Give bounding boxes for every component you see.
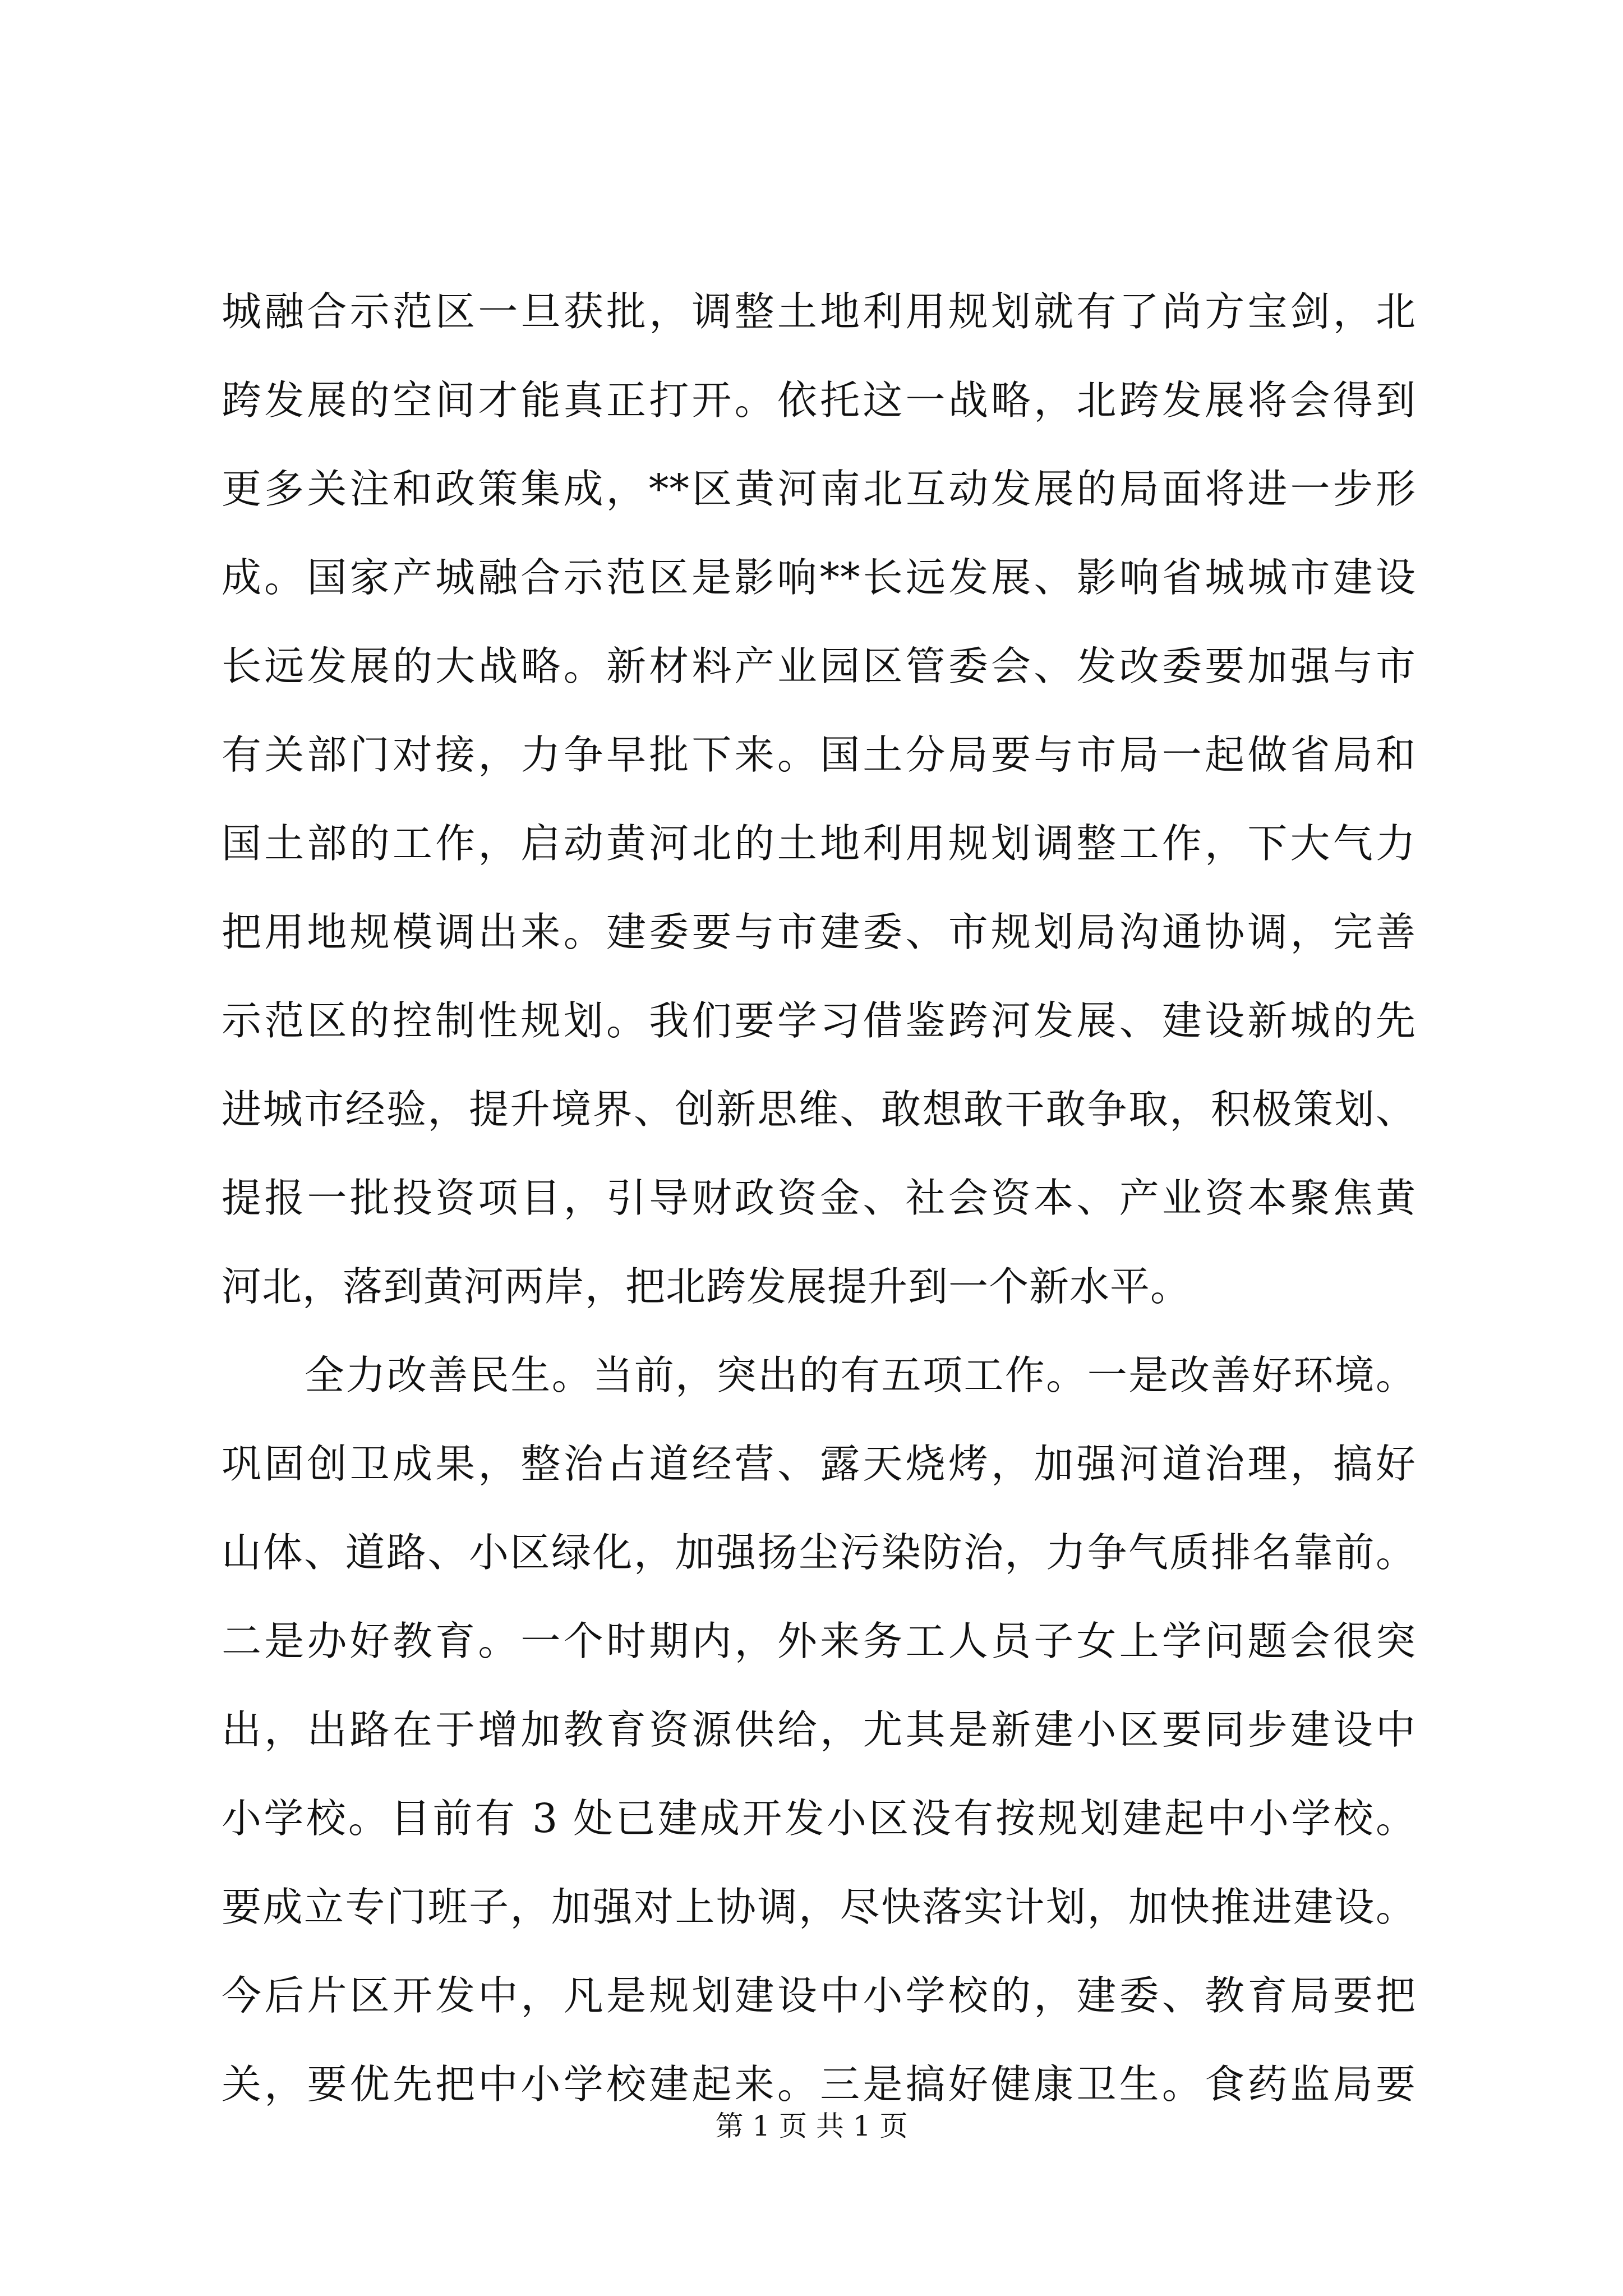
text-line: 跨发展的空间才能真正打开。依托这一战略，北跨发展将会得到	[222, 377, 1416, 424]
text-line: 河北，落到黄河两岸，把北跨发展提升到一个新水平。	[222, 1263, 1191, 1310]
text-line: 长远发展的大战略。新材料产业园区管委会、发改委要加强与市	[222, 643, 1416, 689]
text-line: 更多关注和政策集成，**区黄河南北互动发展的局面将进一步形	[222, 466, 1416, 512]
text-line: 出，出路在于增加教育资源供给，尤其是新建小区要同步建设中	[222, 1706, 1416, 1753]
text-line: 二是办好教育。一个时期内，外来务工人员子女上学问题会很突	[222, 1618, 1416, 1664]
text-line: 进城市经验，提升境界、创新思维、敢想敢干敢争取，积极策划、	[222, 1086, 1416, 1133]
text-line: 提报一批投资项目，引导财政资金、社会资本、产业资本聚焦黄	[222, 1175, 1416, 1221]
text-line: 示范区的控制性规划。我们要学习借鉴跨河发展、建设新城的先	[222, 997, 1416, 1044]
paragraph-first-line: 全力改善民生。当前，突出的有五项工作。一是改善好环境。	[305, 1352, 1416, 1398]
page-footer: 第 1 页 共 1 页	[715, 2110, 908, 2142]
text-line: 山体、道路、小区绿化，加强扬尘污染防治，力争气质排名靠前。	[222, 1529, 1416, 1576]
text-line: 今后片区开发中，凡是规划建设中小学校的，建委、教育局要把	[222, 1972, 1416, 2019]
text-line: 要成立专门班子，加强对上协调，尽快落实计划，加快推进建设。	[222, 1884, 1416, 1930]
body-text	[222, 288, 1416, 2153]
text-line: 小学校。目前有 3 处已建成开发小区没有按规划建起中小学校。	[222, 1795, 1416, 1842]
text-line: 巩固创卫成果，整治占道经营、露天烧烤，加强河道治理，搞好	[222, 1441, 1416, 1487]
text-line: 有关部门对接，力争早批下来。国土分局要与市局一起做省局和	[222, 731, 1416, 778]
text-line: 把用地规模调出来。建委要与市建委、市规划局沟通协调，完善	[222, 909, 1416, 955]
text-line: 国土部的工作，启动黄河北的土地利用规划调整工作，下大气力	[222, 820, 1416, 867]
text-line: 城融合示范区一旦获批，调整土地利用规划就有了尚方宝剑，北	[222, 288, 1416, 335]
text-line: 成。国家产城融合示范区是影响**长远发展、影响省城城市建设	[222, 554, 1416, 601]
text-line: 关，要优先把中小学校建起来。三是搞好健康卫生。食药监局要	[222, 2061, 1416, 2108]
